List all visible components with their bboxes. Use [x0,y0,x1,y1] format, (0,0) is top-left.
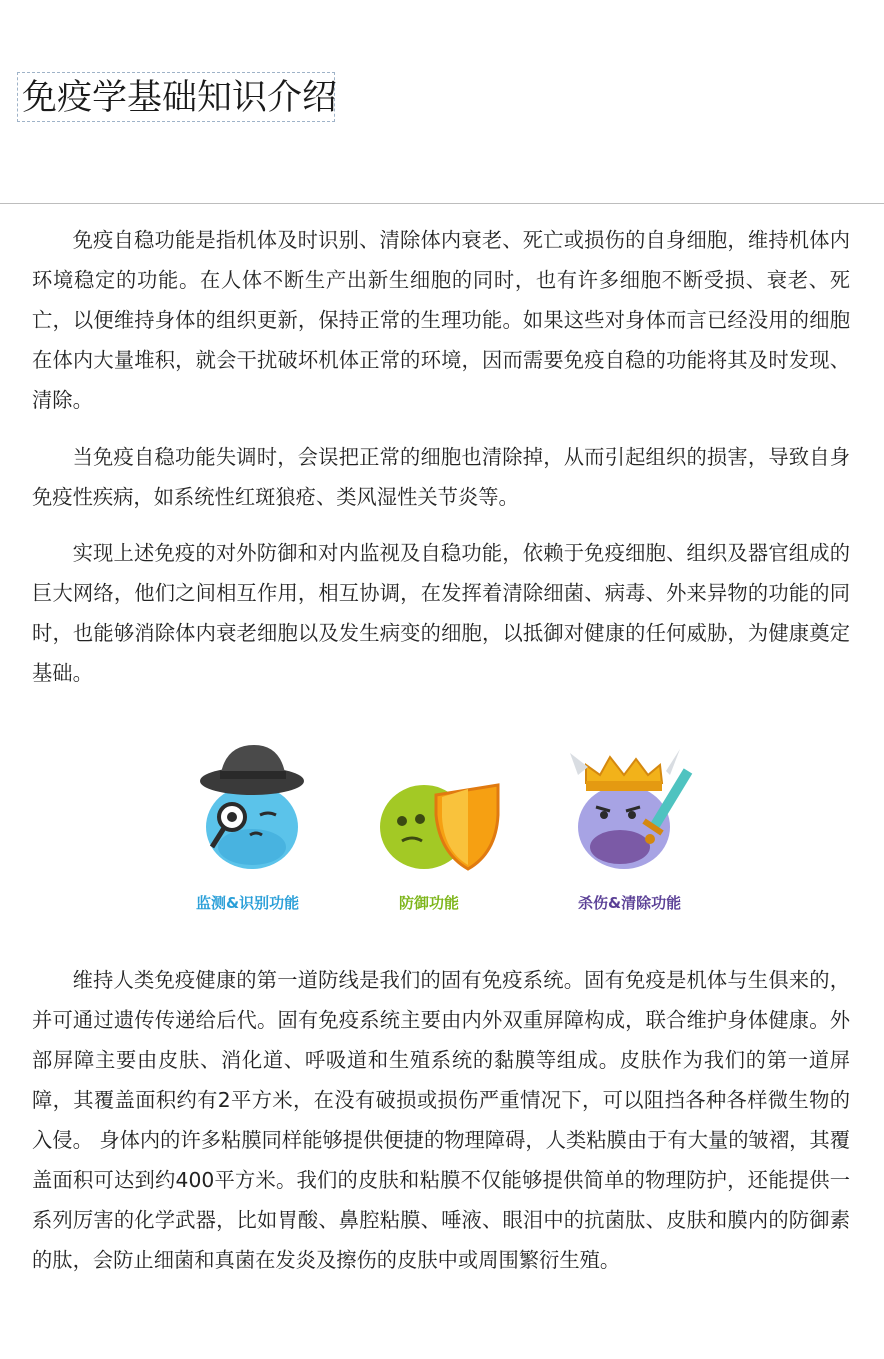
warrior-cell-icon [570,735,695,875]
paragraph-dysfunction: 当免疫自稳功能失调时，会误把正常的细胞也清除掉，从而引起组织的损害，导致自身免疫性疾病，如系统性红斑狼疮、类风湿性关节炎等。 [32,445,850,509]
detective-cell-icon [190,735,315,875]
header-divider [0,203,884,204]
paragraph-immune-network: 实现上述免疫的对外防御和对内监视及自稳功能，依赖于免疫细胞、组织及器官组成的巨大网络，他们之间相互作用，相互协调，在发挥着清除细菌、病毒、外来异物的功能的同时，也能够消除体内衰老细胞以及发生病变的细胞，以抵御对健康的任何威胁，为健康奠定基础。 [32,541,850,685]
page-title: 免疫学基础知识介绍 [22,78,338,118]
shield-cell-icon [372,735,502,875]
paragraph-self-stability: 免疫自稳功能是指机体及时识别、清除体内衰老、死亡或损伤的自身细胞，维持机体内环境稳定的功能。在人体不断生产出新生细胞的同时，也有许多细胞不断受损、衰老、死亡，以便维持身体的组织更新，保持正常的生理功能。如果这些对身体而言已经没用的细胞在体内大量堆积，就会干扰破坏机体正常的环境，因而需要免疫自稳的功能将其及时发现、清除。 [32,228,850,412]
caption-monitor-identify: 监测&识别功能 [196,894,300,912]
immune-functions-figure [0,735,884,925]
caption-defense: 防御功能 [399,894,460,912]
paragraph-innate-immunity: 维持人类免疫健康的第一道防线是我们的固有免疫系统。固有免疫是机体与生俱来的，并可通过遗传传递给后代。固有免疫系统主要由内外双重屏障构成，联合维护身体健康。外部屏障主要由皮肤、消化道、呼吸道和生殖系统的黏膜等组成。皮肤作为我们的第一道屏障，其覆盖面积约有2平方米，在没有破损或损伤严重情况下，可以阻挡各种各样微生物的入侵。 身体内的许多粘膜同样能够提供便捷的物理障碍，人类粘膜由于有大量的皱褶，其覆盖面积可达到约400平方米。我们的皮肤和粘膜不仅能够提供简单的物理防护，还能提供一系列厉害的化学武器，比如胃酸、鼻腔粘膜、唾液、眼泪中的抗菌肽、皮肤和膜内的防御素的肽，会防止细菌和真菌在发炎及擦伤的皮肤中或周围繁衍生殖。 [32,968,850,1272]
caption-kill-clear: 杀伤&清除功能 [578,894,682,912]
